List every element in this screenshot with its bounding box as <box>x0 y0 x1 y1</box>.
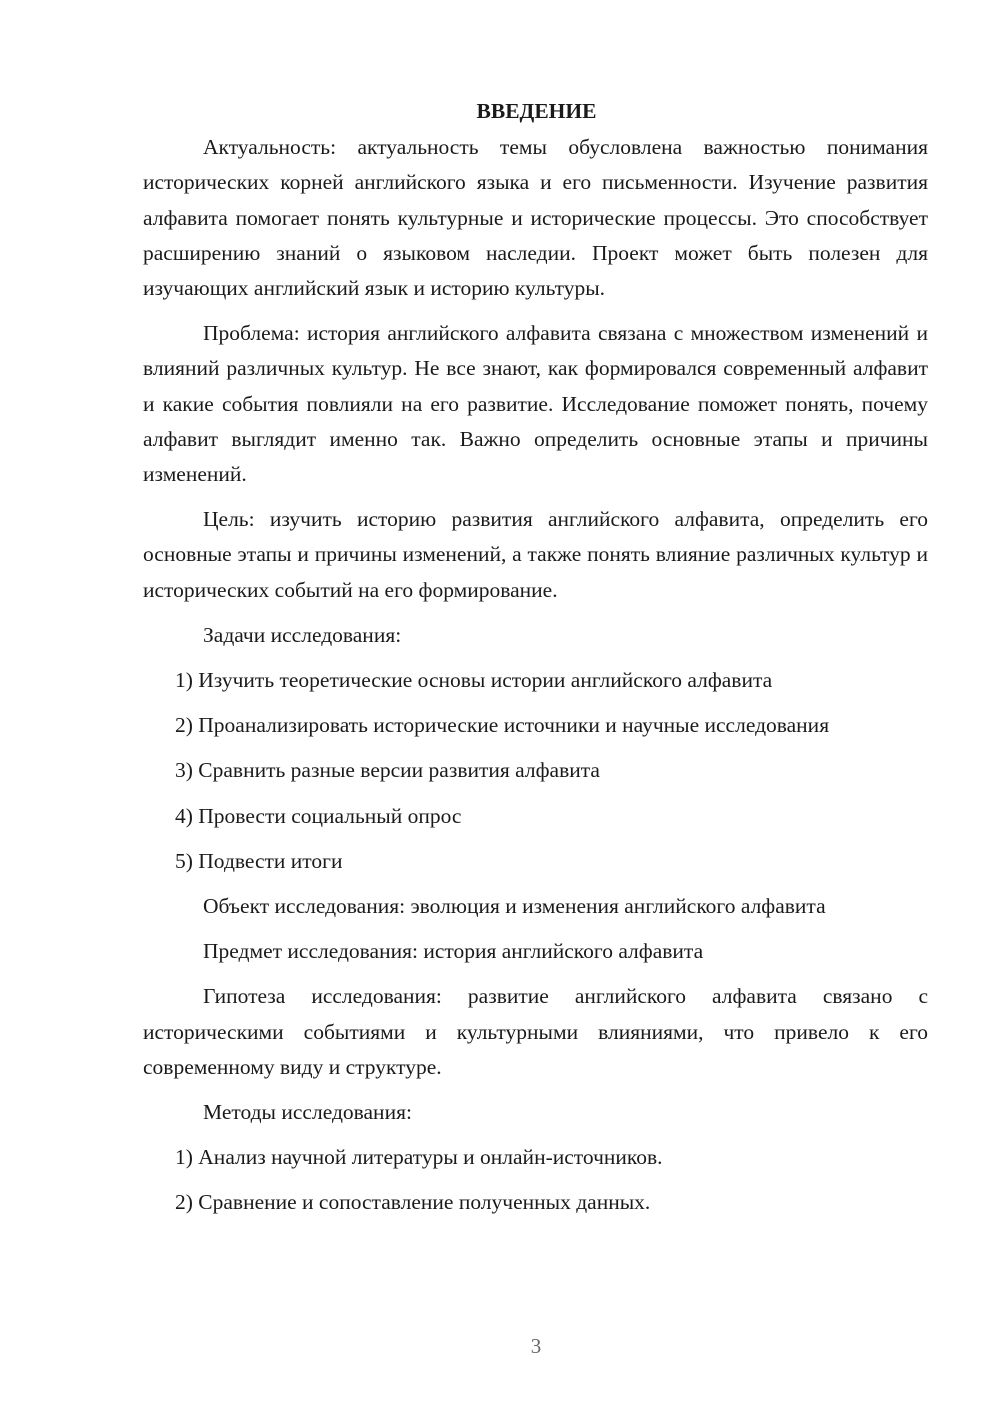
task-item: 5) Подвести итоги <box>175 848 343 873</box>
methods-heading: Методы исследования: <box>203 1100 412 1125</box>
task-item: 1) Изучить теоретические основы истории английского алфавита <box>175 668 773 693</box>
task-item: 4) Провести социальный опрос <box>175 803 462 828</box>
hypothesis-paragraph: Гипотеза исследования: развитие английского алфавита связано с историческими событиями и культурными влияниями, что привело к его современному виду и структуре. <box>143 984 928 1079</box>
method-item: 1) Анализ научной литературы и онлайн-источников. <box>175 1145 663 1170</box>
page-content <box>143 94 928 1231</box>
section-title: ВВЕДЕНИЕ <box>476 99 597 123</box>
subject-paragraph: Предмет исследования: история английского алфавита <box>203 939 704 964</box>
relevance-paragraph: Актуальность: актуальность темы обусловлена важностью понимания исторических корней английского языка и его письменности. Изучение развития алфавита помогает понять культурные и исторические процессы. Это способствует расширению знаний о языковом наследии. Проект может быть полезен для изучающих английский язык и историю культуры. <box>143 135 928 301</box>
task-item: 3) Сравнить разные версии развития алфавита <box>175 758 600 783</box>
task-item: 2) Проанализировать исторические источники и научные исследования <box>175 713 830 738</box>
goal-paragraph: Цель: изучить историю развития английского алфавита, определить его основные этапы и причины изменений, а также понять влияние различных культур и исторических событий на его формирование. <box>143 507 928 602</box>
tasks-heading: Задачи исследования: <box>203 622 402 647</box>
method-item: 2) Сравнение и сопоставление полученных данных. <box>175 1190 651 1215</box>
object-paragraph: Объект исследования: эволюция и изменения английского алфавита <box>203 894 826 919</box>
page-number: 3 <box>530 1334 542 1358</box>
problem-paragraph: Проблема: история английского алфавита связана с множеством изменений и влияний различных культур. Не все знают, как формировался современный алфавит и какие события повлияли на его развитие. Исследование поможет понять, почему алфавит выглядит именно так. Важно определить основные этапы и причины изменений. <box>143 321 928 487</box>
